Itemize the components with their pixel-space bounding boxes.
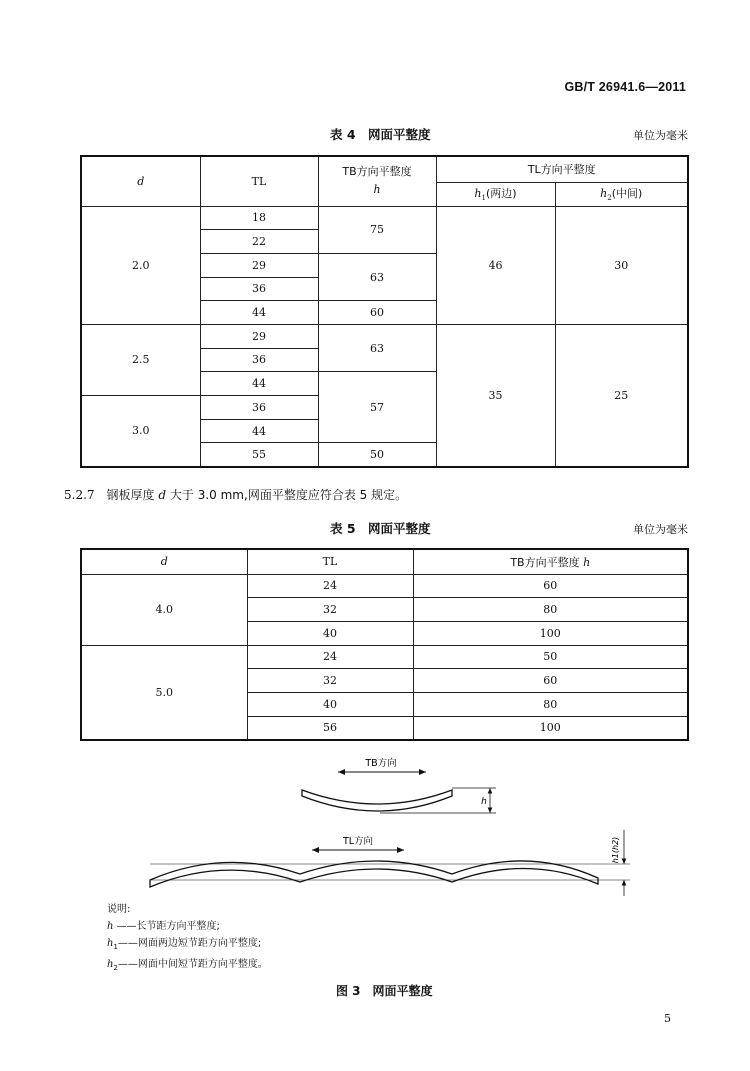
table4-cell-tb: 60	[318, 301, 436, 325]
legend-item	[107, 918, 268, 935]
table4-caption: 表 4 网面平整度	[330, 127, 431, 142]
table4-head-tl: TL	[200, 156, 318, 206]
table4-cell-tl: 36	[200, 396, 318, 420]
clause-text-before: 钢板厚度	[106, 488, 155, 502]
figure3-legend	[107, 901, 268, 977]
table5-cell-tl: 24	[247, 574, 413, 598]
legend-item	[107, 935, 268, 956]
table5-cell-tb: 80	[413, 598, 688, 622]
table5-unit: 单位为毫米	[633, 523, 688, 536]
table5-cell-tb: 80	[413, 692, 688, 716]
table4-cell-d: 3.0	[81, 396, 200, 467]
table4-cell-h2: 25	[555, 324, 688, 466]
table5-cell-tb: 60	[413, 574, 688, 598]
table5-cell-tl: 32	[247, 598, 413, 622]
figure3-caption: 图 3 网面平整度	[336, 984, 433, 998]
table5-head-tb-label: TB方向平整度	[510, 555, 580, 569]
h2-text: (中间)	[611, 187, 643, 201]
table4-head-tl-group: TL方向平整度	[436, 156, 688, 182]
table4-cell-tl: 29	[200, 253, 318, 277]
legend-item	[107, 956, 268, 977]
table5-head-tb-symbol: h	[583, 555, 591, 569]
table4-cell-tl: 44	[200, 301, 318, 325]
table4-cell-h1: 46	[436, 206, 555, 324]
table5	[80, 548, 689, 741]
table4-head-tb-symbol: h	[373, 183, 381, 197]
table4-cell-tb: 63	[318, 324, 436, 371]
table5-cell-tb: 100	[413, 621, 688, 645]
table4-cell-tl: 44	[200, 419, 318, 443]
clause-number: 5.2.7	[64, 488, 95, 502]
tl-wavy-plate	[150, 861, 598, 887]
h1h2-dim-label: h1(h2)	[611, 836, 620, 864]
table4-cell-h2: 30	[555, 206, 688, 324]
table4-cell-tl: 29	[200, 324, 318, 348]
table4-cell-tb: 57	[318, 372, 436, 443]
table5-cell-tb: 100	[413, 716, 688, 740]
legend-text: ——长节距方向平整度;	[116, 921, 220, 932]
h2-symbol: h	[600, 187, 608, 201]
legend-subscript: 1	[113, 943, 118, 951]
table5-cell-tl: 40	[247, 692, 413, 716]
h1-symbol: h	[474, 187, 482, 201]
table5-cell-d: 5.0	[81, 645, 247, 740]
page-number: 5	[664, 1012, 671, 1025]
tl-direction-label: TL方向	[342, 836, 374, 847]
clause-text-after: 大于 3.0 mm,网面平整度应符合表 5 规定。	[169, 488, 408, 502]
table5-cell-tl: 40	[247, 621, 413, 645]
table5-cell-tl: 56	[247, 716, 413, 740]
table4-unit: 单位为毫米	[633, 129, 688, 142]
table5-cell-tb: 50	[413, 645, 688, 669]
table4-cell-tl: 55	[200, 443, 318, 467]
table4-cell-tb: 75	[318, 206, 436, 253]
legend-text: ——网面两边短节距方向平整度;	[117, 938, 262, 949]
table5-cell-tl: 32	[247, 669, 413, 693]
table4-cell-tl: 44	[200, 372, 318, 396]
standard-number: GB/T 26941.6—2011	[564, 80, 686, 94]
tb-direction-label: TB方向	[365, 758, 397, 769]
table4-cell-tl: 36	[200, 277, 318, 301]
table5-caption: 表 5 网面平整度	[330, 521, 431, 536]
table4-head-tb	[318, 156, 436, 206]
legend-symbol: h	[107, 938, 114, 949]
clause-symbol: d	[158, 488, 167, 502]
table4-head-h2	[555, 182, 688, 206]
table5-cell-tl: 24	[247, 645, 413, 669]
h1-text: (两边)	[485, 187, 517, 201]
legend-symbol: h	[107, 921, 114, 932]
h1-subscript: 1	[481, 194, 486, 203]
table5-head-d: d	[81, 549, 247, 574]
legend-subscript: 2	[113, 964, 118, 972]
table4	[80, 155, 689, 468]
legend-title: 说明:	[107, 904, 131, 915]
legend-symbol: h	[107, 959, 114, 970]
table4-head-tb-label: TB方向平整度	[342, 165, 412, 179]
h-dim-label: h	[481, 797, 487, 807]
table4-head-d: d	[81, 156, 200, 206]
table4-cell-tb: 63	[318, 253, 436, 300]
h2-subscript: 2	[607, 194, 612, 203]
table5-cell-d: 4.0	[81, 574, 247, 645]
figure3-diagram	[0, 750, 750, 900]
table4-head-h1	[436, 182, 555, 206]
tb-curved-plate	[302, 790, 452, 811]
table5-head-tb	[413, 549, 688, 574]
table4-cell-tl: 36	[200, 348, 318, 372]
legend-text: ——网面中间短节距方向平整度。	[117, 959, 268, 970]
table4-cell-tb: 50	[318, 443, 436, 467]
table4-cell-tl: 22	[200, 230, 318, 254]
clause-5-2-7	[64, 486, 407, 503]
table4-cell-tl: 18	[200, 206, 318, 230]
table5-head-tl: TL	[247, 549, 413, 574]
table5-cell-tb: 60	[413, 669, 688, 693]
table4-cell-h1: 35	[436, 324, 555, 466]
table4-cell-d: 2.0	[81, 206, 200, 324]
table4-cell-d: 2.5	[81, 324, 200, 395]
